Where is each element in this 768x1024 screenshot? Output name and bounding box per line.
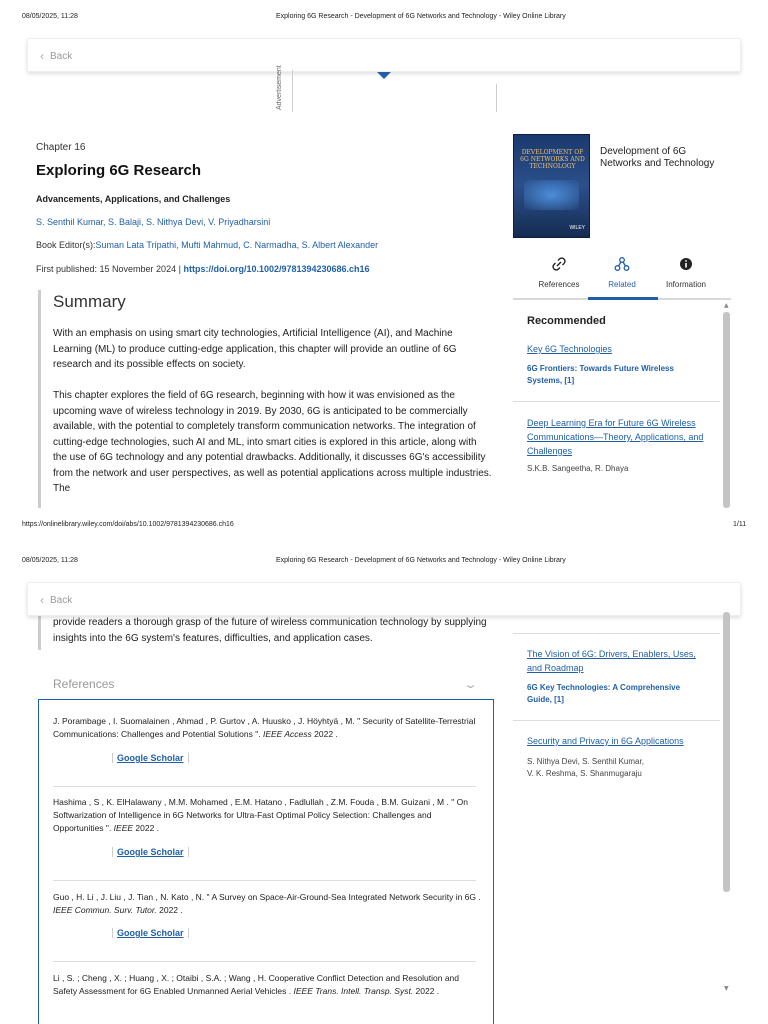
reference-item: J. Porambage , I. Suomalainen , Ahmad , P. Gurtov , A. Huusko , J. Höyhtyä , M. " Security of Satellite-Terrestrial Communications: Challenges and Potential Solutions ". IEEE Access 2022 . — [53, 716, 476, 739]
info-icon — [650, 256, 722, 274]
reference-item: Li , S. ; Cheng , X. ; Huang , X. ; Otaibi , S.A. ; Wang , H. Cooperative Conflict Detection and Resolution and Safety Assessment for 6G Enabled Unmanned Aerial Vehicles . IEEE Trans. Intell. Transp. Syst. 2022 . — [53, 973, 460, 996]
reference-item: Hashima , S , K. ElHalawany , M.M. Mohamed , E.M. Hatano , Fadlullah , Z.M. Fouda , B.M. Guizani , M . " On Softwarization of Intelligence in 6G Networks for Ultra-Fast Optimal Policy Selection: Challenges and Opportunities ". IEEE 2022 . — [53, 797, 468, 833]
publication-info: First published: 15 November 2024 | https://doi.org/10.1002/9781394230686.ch16 — [36, 264, 370, 274]
sidebar-scrollbar[interactable] — [723, 312, 730, 508]
divider — [53, 786, 476, 787]
recommended-source[interactable]: 6G Frontiers: Towards Future Wireless Systems, [1] — [527, 364, 674, 385]
reference-item: Guo , H. Li , J. Liu , J. Tian , N. Kato , N. " A Survey on Space-Air-Ground-Sea Integrated Network Security in 6G . IEEE Commun. Surv. Tutor. 2022 . — [53, 892, 481, 915]
tab-information[interactable]: Information — [650, 256, 722, 289]
summary-paragraph: With an emphasis on using smart city technologies, Artificial Intelligence (AI), and Machine Learning (ML) to produce cutting-edge application, this chapter will provide an outline of 6G research and its possible effects on society. — [53, 328, 457, 370]
network-icon — [586, 256, 658, 274]
tab-related[interactable]: Related — [586, 256, 658, 289]
summary-paragraph: This chapter explores the field of 6G research, beginning with how it was envisioned as the upcoming wave of wireless technology in 2019. By 2030, 6G is anticipated to be commercially available, with the potential to completely transform communication networks. The integration of cutting-edge technologies, such AI and ML, into smart cities is explored in this article, along with the use of 6G technology and any potential drawbacks. Additionally, it discusses 6G's accessibility from the network and user perspectives, as well as potential applications across multiple industries. The — [53, 390, 492, 494]
author-list[interactable]: S. Senthil Kumar, S. Balaji, S. Nithya Devi, V. Priyadharsini — [36, 217, 271, 227]
google-scholar-link[interactable]: Google Scholar — [112, 753, 189, 763]
divider — [53, 880, 476, 881]
scroll-up-arrow-icon[interactable]: ▲ — [724, 302, 729, 309]
ad-arrow-icon — [377, 72, 391, 79]
recommended-link[interactable]: The Vision of 6G: Drivers, Enablers, Uses, and Roadmap — [527, 649, 696, 673]
link-icon — [523, 256, 595, 274]
back-bar — [27, 582, 741, 616]
divider — [513, 633, 720, 634]
scroll-down-arrow-icon[interactable]: ▼ — [724, 985, 729, 992]
recommended-link[interactable]: Key 6G Technologies — [527, 344, 612, 354]
chevron-left-icon: ‹ — [40, 49, 44, 63]
book-cover-image[interactable]: DEVELOPMENT OF 6G NETWORKS AND TECHNOLOGY WILEY — [513, 134, 590, 238]
advertisement-label: Advertisement — [276, 65, 283, 110]
active-tab-indicator — [588, 297, 658, 300]
chevron-down-icon[interactable]: ⌄ — [463, 678, 478, 691]
divider — [53, 961, 476, 962]
book-title-link[interactable]: Development of 6G Networks and Technology — [600, 146, 715, 169]
recommended-source[interactable]: 6G Key Technologies: A Comprehensive Guide, [1] — [527, 683, 681, 704]
recommended-heading: Recommended — [527, 315, 606, 327]
page-title: Exploring 6G Research — [36, 162, 202, 179]
divider — [513, 401, 720, 402]
print-page-number: 1/11 — [733, 521, 747, 528]
recommended-link[interactable]: Security and Privacy in 6G Applications — [527, 736, 684, 746]
ad-divider — [292, 70, 293, 112]
google-scholar-link[interactable]: Google Scholar — [112, 847, 189, 857]
sidebar-tabs — [513, 256, 731, 300]
back-button[interactable]: ‹ Back — [40, 49, 73, 63]
recommended-link[interactable]: Deep Learning Era for Future 6G Wireless Communications—Theory, Applications, and Challenges — [527, 418, 704, 456]
print-title: Exploring 6G Research - Development of 6G Networks and Technology - Wiley Online Library — [276, 13, 566, 20]
editor-links[interactable]: Suman Lata Tripathi, Mufti Mahmud, C. Narmadha, S. Albert Alexander — [95, 240, 379, 250]
print-title: Exploring 6G Research - Development of 6G Networks and Technology - Wiley Online Library — [276, 557, 566, 564]
chapter-label: Chapter 16 — [36, 142, 86, 153]
doi-link[interactable]: https://doi.org/10.1002/9781394230686.ch16 — [183, 264, 370, 274]
chevron-left-icon: ‹ — [40, 593, 44, 607]
chapter-subtitle: Advancements, Applications, and Challenges — [36, 194, 231, 204]
tab-references[interactable]: References — [523, 256, 595, 289]
ad-divider — [496, 84, 497, 112]
print-date: 08/05/2025, 11:28 — [22, 13, 78, 20]
references-heading[interactable]: References — [53, 677, 115, 691]
divider — [513, 720, 720, 721]
back-bar — [27, 38, 741, 72]
print-date: 08/05/2025, 11:28 — [22, 557, 78, 564]
google-scholar-link[interactable]: Google Scholar — [112, 928, 189, 938]
recommended-authors: V. K. Reshma, S. Shanmugaraju — [527, 769, 642, 778]
book-editors: Book Editor(s):Suman Lata Tripathi, Mufti Mahmud, C. Narmadha, S. Albert Alexander — [36, 240, 379, 250]
recommended-authors: S.K.B. Sangeetha, R. Dhaya — [527, 464, 629, 473]
sidebar-scrollbar[interactable] — [723, 612, 730, 892]
recommended-authors: S. Nithya Devi, S. Senthil Kumar, — [527, 757, 644, 766]
summary-paragraph: provide readers a thorough grasp of the future of wireless communication technology by supplying insights into the 6G system's features, difficulties, and application cases. — [53, 617, 487, 644]
back-button[interactable]: ‹ Back — [40, 593, 73, 607]
summary-heading: Summary — [53, 292, 126, 311]
print-url: https://onlinelibrary.wiley.com/doi/abs/10.1002/9781394230686.ch16 — [22, 521, 234, 528]
